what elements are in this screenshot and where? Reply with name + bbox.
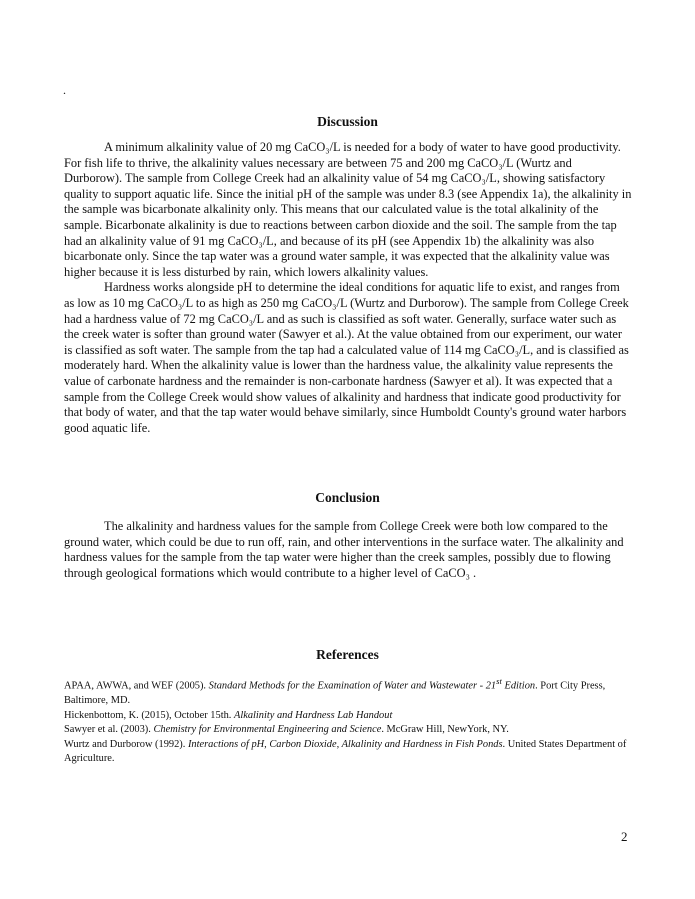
reference-title: Alkalinity and Hardness Lab Handout [233,709,393,721]
reference-title-end: Edition [501,680,536,692]
conclusion-body [64,519,632,581]
discussion-body [64,140,632,436]
discussion-paragraph-2: Hardness works alongside pH to determine the ideal conditions for aquatic life to exist, and ranges from as low as 10 mg CaCO₃/L to as high as 250 mg CaCO₃/L (Wurtz and Durborow). The sample from College Creek had a hardness value of 72 mg CaCO₃/L and as such is classified as soft water. Generally, surface water such as the creek water is softer than ground water (Sawyer et al.). At the value obtained from our experiment, our water is classified as soft water. The sample from the tap had a calculated value of 114 mg CaCO₃/L, and is classified as moderately hard. When the alkalinity value is lower than the hardness value, the alkalinity value represents the value of carbonate hardness and the remainder is non-carbonate hardness (Sawyer et al). It was expected that a sample from the College Creek would show values of alkalinity and hardness that indicate good productivity for that body of water, and that the tap water would behave similarly, since Humboldt County's ground water harbors good aquatic life. [64,280,629,435]
reference-title: Chemistry for Environmental Engineering and Science [153,724,382,736]
reference-title: Interactions of pH, Carbon Dioxide, Alkalinity and Hardness in Fish Ponds [187,738,503,750]
reference-author: APAA, AWWA, and WEF (2005). [64,680,209,692]
reference-item [64,738,639,767]
discussion-heading: Discussion [317,114,378,129]
references-heading: References [316,647,379,662]
reference-author: Hickenbottom, K. (2015), October 15th. [64,709,234,721]
reference-publisher: . McGraw Hill, NewYork, NY. [381,724,509,736]
reference-author: Wurtz and Durborow (1992). [64,738,188,750]
conclusion-heading: Conclusion [315,490,380,505]
reference-item [64,723,639,738]
stray-mark: . [63,83,66,97]
reference-title-superscript: st [496,676,502,686]
page-number: 2 [621,829,628,844]
references-list [64,674,639,767]
discussion-paragraph-1: A minimum alkalinity value of 20 mg CaCO₃/L is needed for a body of water to have good productivity. For fish life to thrive, the alkalinity values necessary are between 75 and 200 mg CaCO₃/L (Wurtz and Durborow). The sample from College Creek had an alkalinity value of 54 mg CaCO₃/L, showing satisfactory quality to support aquatic life. Since the initial pH of the sample was under 8.3 (see Appendix 1a), the alkalinity in the sample was bicarbonate alkalinity only. This means that our calculated value is the total alkalinity of the sample. Bicarbonate alkalinity is due to reactions between carbon dioxide and the soil. The sample from the tap had an alkalinity value of 91 mg CaCO₃/L, and because of its pH (see Appendix 1b) the alkalinity was also bicarbonate only. Since the tap water was a ground water sample, it was expected that the alkalinity value was higher because it is less disturbed by rain, which lowers alkalinity values. [64,140,632,279]
reference-item [64,709,639,724]
reference-publisher: . Port City Press, Baltimore, MD. [64,680,606,707]
reference-item [64,674,639,709]
conclusion-paragraph: The alkalinity and hardness values for the sample from College Creek were both low compared to the ground water, which could be due to run off, rain, and other interventions in the surface water. The alkalinity and hardness values for the sample from the tap water were higher than the creek samples, possibly due to flowing through geological formations which would contribute to a higher level of CaCO₃ . [64,519,624,580]
reference-publisher: . United States Department of Agriculture. [64,738,627,765]
reference-title: Standard Methods for the Examination of Water and Wastewater - 21 [208,680,497,692]
reference-author: Sawyer et al. (2003). [64,724,154,736]
